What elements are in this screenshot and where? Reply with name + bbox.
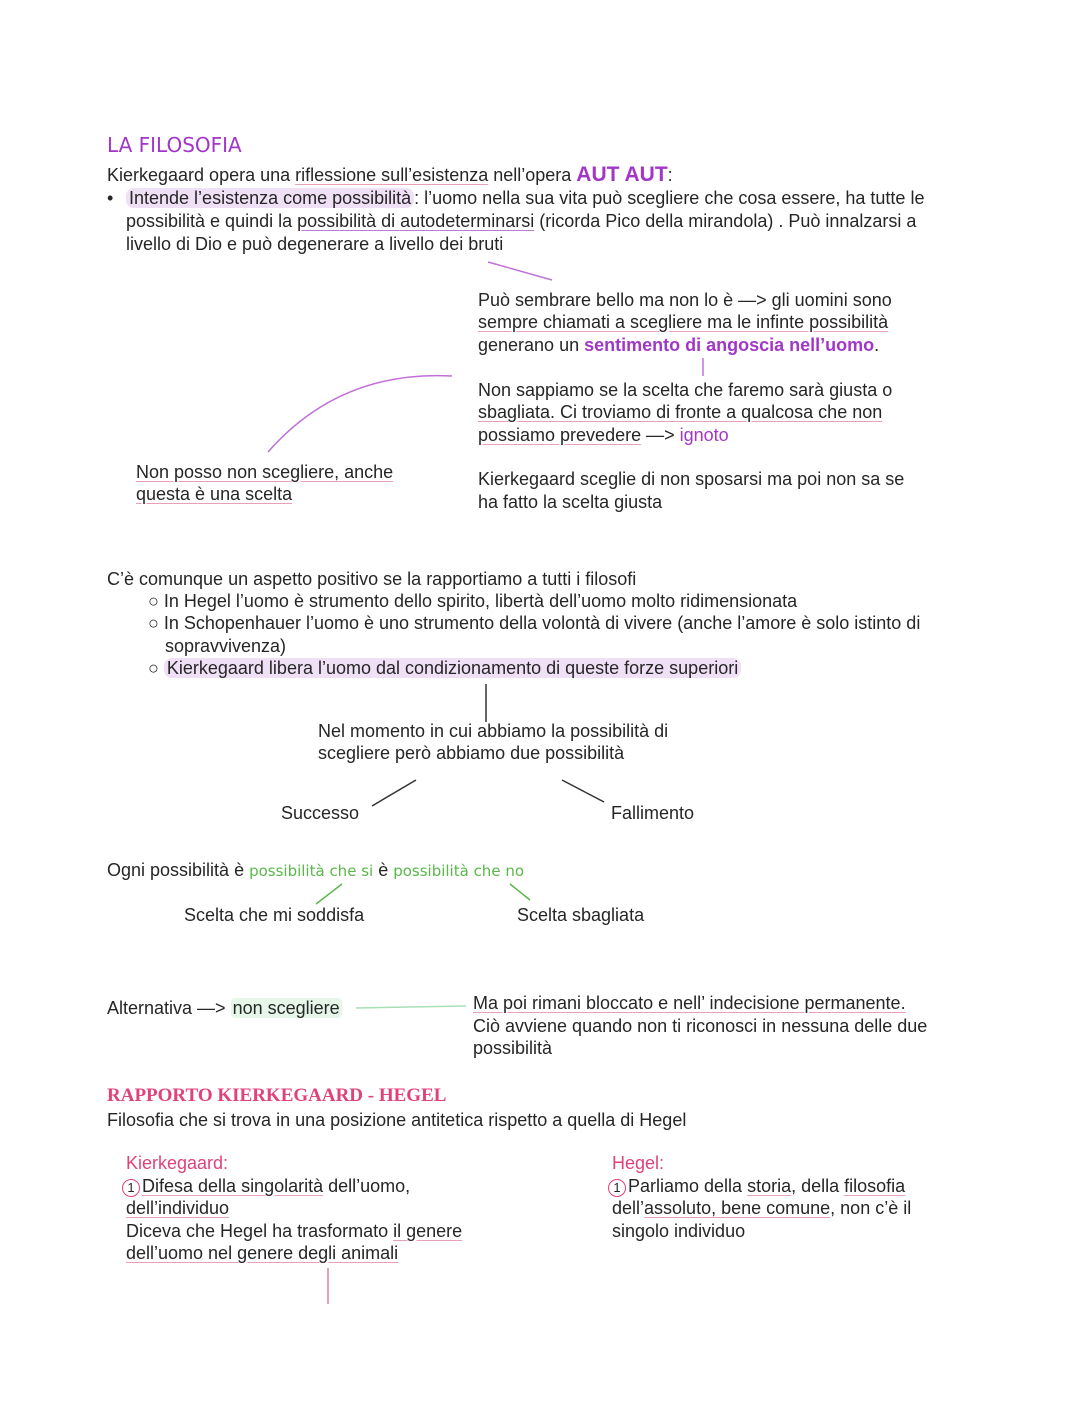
hegel-heading: Hegel: [612, 1153, 665, 1173]
genere-underline: il genere [393, 1221, 463, 1241]
positive-item-text: In Schopenhauer l’uomo è uno strumento della volontà di vivere (anche l’amore è solo istinto di [163, 613, 921, 633]
possibilita-no: possibilità che no [393, 862, 524, 880]
bullet-text: (ricorda Pico della mirandola) . Può innalzarsi a [534, 211, 917, 231]
connector-line [562, 780, 604, 802]
right1-text: . [874, 335, 880, 355]
intro-text: Kierkegaard opera una [107, 165, 296, 185]
connector-line [356, 1006, 466, 1008]
kierkegaard-line-2: dell’individuo [126, 1198, 230, 1218]
filosofia-underline: filosofia [844, 1176, 906, 1196]
right3-line-2: ha fatto la scelta giusta [478, 492, 663, 512]
bullet-highlight: Intende l’esistenza come possibilità [126, 188, 414, 208]
non-scegliere-highlight: non scegliere [232, 998, 340, 1018]
number-circle: 1 [122, 1179, 140, 1197]
right2-arrow: —> [641, 425, 680, 445]
blocked-line-1: Ma poi rimani bloccato e nell’ indecisione permanente. [473, 993, 906, 1013]
rapporto-title: RAPPORTO KIERKEGAARD - HEGEL [107, 1085, 447, 1106]
kierkegaard-underline: Difesa della [142, 1176, 242, 1196]
positive-item-highlight: Kierkegaard libera l’uomo dal condizionamento di queste forze superiori [164, 658, 741, 678]
connector-line [510, 884, 530, 900]
right2-line-3 [478, 424, 729, 447]
scelta-ok-label: Scelta che mi soddisfa [184, 905, 365, 925]
connector-line [316, 884, 342, 904]
bullet-line-1 [126, 187, 924, 210]
failure-label: Fallimento [611, 803, 695, 823]
storia-underline: storia [747, 1176, 792, 1196]
hegel-text: Parliamo della [628, 1176, 748, 1196]
positive-intro: C’è comunque un aspetto positivo se la rapportiamo a tutti i filosofi [107, 569, 637, 589]
positive-item-2: ○ In Schopenhauer l’uomo è uno strumento della volontà di vivere (anche l’amore è solo istinto di [148, 613, 921, 633]
singolarita-underline: singolarità [241, 1176, 324, 1196]
connector-curve [268, 376, 452, 452]
left-note-line-1: Non posso non scegliere, anche [136, 462, 394, 482]
hegel-text: , della [791, 1176, 845, 1196]
hegel-line-2 [612, 1197, 911, 1220]
ignoto-label: ignoto [679, 425, 729, 445]
moment-line-2: scegliere però abbiamo due possibilità [318, 743, 625, 763]
number-circle: 1 [608, 1179, 626, 1197]
intro-text-mid: nell’opera [488, 165, 577, 185]
blocked-line-2: Ciò avviene quando non ti riconosci in nessuna delle due [473, 1016, 928, 1036]
alternative-text: Alternativa —> [107, 998, 231, 1018]
success-label: Successo [281, 803, 360, 823]
right1-text: generano un [478, 335, 585, 355]
bullet-text: possibilità e quindi la [126, 211, 298, 231]
intro-underline: riflessione sull’esistenza [295, 165, 489, 185]
right1-line-2: sempre chiamati a scegliere ma le infinte possibilità [478, 312, 889, 332]
angoscia-highlight: sentimento di angoscia nell’uomo [584, 335, 875, 355]
bullet-marker: • [107, 188, 114, 208]
page-title: LA FILOSOFIA [107, 133, 242, 157]
kierkegaard-heading: Kierkegaard: [126, 1153, 229, 1173]
moment-line-1: Nel momento in cui abbiamo la possibilità di [318, 721, 669, 741]
kierkegaard-line-4: dell’uomo nel genere degli animali [126, 1243, 399, 1263]
bullet-text: : l’uomo nella sua vita può scegliere che cosa essere, ha tutte le [414, 188, 925, 208]
connector-line [372, 780, 416, 806]
right1-line-1: Può sembrare bello ma non lo è —> gli uomini sono [478, 290, 892, 310]
possibilita-si: possibilità che si [249, 862, 374, 880]
positive-item-1: ○ In Hegel l’uomo è strumento dello spirito, libertà dell’uomo molto ridimensionata [148, 591, 798, 611]
intro-text-end: : [667, 165, 673, 185]
bullet-underline: possibilità di autodeterminarsi [297, 211, 535, 231]
right2-underline: possiamo prevedere [478, 425, 642, 445]
positive-item-3: ○ Kierkegaard libera l’uomo dal condizionamento di queste forze superiori [148, 657, 741, 680]
intro-line [107, 164, 673, 187]
kierkegaard-line-1 [122, 1175, 410, 1198]
hegel-line-3: singolo individuo [612, 1221, 746, 1241]
aut-aut-label: AUT AUT [576, 163, 668, 186]
right2-line-1: Non sappiamo se la scelta che faremo sarà giusta o [478, 380, 893, 400]
hegel-text: , non c’è il [830, 1198, 912, 1218]
kierkegaard-text: Diceva che Hegel ha trasformato [126, 1221, 394, 1241]
hegel-line-1 [608, 1175, 905, 1198]
kierkegaard-text: dell’uomo, [323, 1176, 411, 1196]
assoluto-underline: assoluto, bene comune [644, 1198, 831, 1218]
ogni-text: è [373, 860, 394, 880]
ogni-line [107, 859, 524, 883]
bullet-line-3: livello di Dio e può degenerare a livello dei bruti [126, 234, 504, 254]
scelta-bad-label: Scelta sbagliata [517, 905, 645, 925]
right2-line-2: sbagliata. Ci troviamo di fronte a qualcosa che non [478, 402, 883, 422]
right1-line-3 [478, 334, 879, 357]
positive-item-text: In Hegel l’uomo è strumento dello spirito, libertà dell’uomo molto ridimensionata [163, 591, 798, 611]
left-note-line-2: questa è una scelta [136, 484, 293, 504]
alternative-line [107, 997, 342, 1020]
ogni-text: Ogni possibilità è [107, 860, 250, 880]
right3-line-1: Kierkegaard sceglie di non sposarsi ma poi non sa se [478, 469, 905, 489]
connector-line [488, 262, 552, 280]
bullet-line-2 [126, 210, 916, 233]
kierkegaard-line-3 [126, 1220, 462, 1243]
blocked-line-3: possibilità [473, 1038, 553, 1058]
positive-item-2-cont: sopravvivenza) [165, 636, 287, 656]
hegel-text: dell’ [612, 1198, 645, 1218]
rapporto-subtitle: Filosofia che si trova in una posizione antitetica rispetto a quella di Hegel [107, 1110, 687, 1130]
